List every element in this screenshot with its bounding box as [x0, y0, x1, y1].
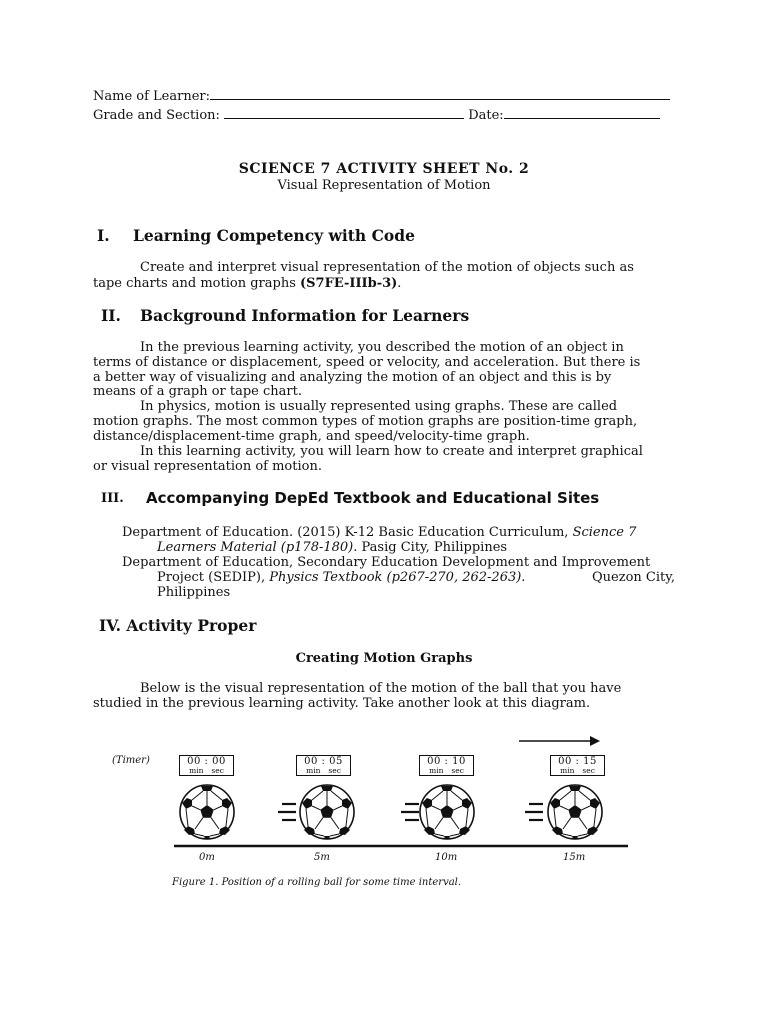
section1-numeral: I. [97, 226, 110, 245]
timer-value: 00 : 05 [304, 756, 343, 767]
section2-heading: Background Information for Learners [140, 306, 470, 325]
competency-code: (S7FE-IIIb-3) [300, 276, 398, 291]
section2-line: means of a graph or tape chart. [93, 384, 302, 399]
soccer-ball-icon [420, 785, 474, 839]
learner-name-label: Name of Learner: [93, 89, 210, 104]
section2-line: terms of distance or displacement, speed or velocity, and acceleration. But there is [93, 355, 641, 370]
section1-line1: Create and interpret visual representation of the motion of objects such as [140, 260, 634, 275]
section3-numeral: III. [101, 491, 124, 506]
reference-2-line2 [157, 570, 675, 585]
section1-heading: Learning Competency with Code [133, 226, 415, 245]
min-label: min [429, 766, 444, 775]
timer-value: 00 : 00 [187, 756, 226, 767]
section1-line2 [93, 276, 401, 291]
rolling-ball-diagram [150, 778, 630, 850]
timer-display [179, 755, 234, 776]
timer-display [296, 755, 351, 776]
reference-2-line3: Philippines [157, 585, 231, 600]
motion-lines-icon [278, 804, 296, 820]
date-label: Date: [468, 108, 504, 123]
soccer-ball-icon [300, 785, 354, 839]
reference-1-place: Pasig City, Philippines [357, 540, 508, 555]
motion-lines-icon [525, 804, 543, 820]
section2-numeral: II. [101, 306, 121, 325]
section3-heading: Accompanying DepEd Textbook and Educational Sites [146, 489, 600, 507]
section4-heading: IV. Activity Proper [99, 616, 257, 635]
soccer-ball-icon [180, 785, 234, 839]
min-label: min [306, 766, 321, 775]
distance-label: 10m [435, 852, 458, 863]
section1-period: . [397, 276, 402, 291]
grade-section-row [93, 106, 660, 123]
reference-2-place: Quezon City, [592, 570, 675, 585]
timer-value: 00 : 10 [427, 756, 466, 767]
grade-section-blank[interactable] [224, 106, 464, 119]
motion-lines-icon [401, 804, 419, 820]
learner-name-row [93, 87, 670, 104]
reference-1-title-cont: Learners Material (p178-180). [157, 540, 358, 555]
sec-label: sec [451, 766, 464, 775]
reference-2-text: Project (SEDIP), [157, 570, 270, 585]
distance-label: 0m [199, 852, 215, 863]
timer-display [419, 755, 474, 776]
reference-2-line1: Department of Education, Secondary Education Development and Improvement [122, 555, 651, 570]
sheet-subtitle: Visual Representation of Motion [277, 178, 491, 193]
timer-value: 00 : 15 [558, 756, 597, 767]
section4-line1: Below is the visual representation of the motion of the ball that you have [140, 681, 622, 696]
reference-1-line2 [157, 540, 507, 555]
section2-line: a better way of visualizing and analyzing the motion of an object and this is by [93, 370, 612, 385]
reference-1-title: Science 7 [572, 525, 637, 540]
sec-label: sec [582, 766, 595, 775]
reference-2-project [157, 570, 525, 585]
direction-arrow-icon [518, 734, 602, 748]
timer-display [550, 755, 605, 776]
timer-label: (Timer) [112, 755, 150, 766]
section1-line2-text: tape charts and motion graphs [93, 276, 300, 291]
section2-line: motion graphs. The most common types of motion graphs are position-time graph, [93, 414, 638, 429]
section2-line: distance/displacement-time graph, and speed/velocity-time graph. [93, 429, 530, 444]
section2-line: In this learning activity, you will learn how to create and interpret graphical [140, 444, 643, 459]
figure-caption: Figure 1. Position of a rolling ball for some time interval. [172, 877, 462, 888]
section2-line: In physics, motion is usually represented using graphs. These are called [140, 399, 618, 414]
date-blank[interactable] [504, 106, 660, 119]
section4-subheading: Creating Motion Graphs [295, 651, 473, 666]
distance-label: 5m [314, 852, 330, 863]
sheet-title: SCIENCE 7 ACTIVITY SHEET No. 2 [238, 161, 530, 177]
section2-line: In the previous learning activity, you described the motion of an object in [140, 340, 624, 355]
reference-1-line1 [122, 525, 636, 540]
soccer-ball-icon [548, 785, 602, 839]
distance-label: 15m [563, 852, 586, 863]
section4-line2: studied in the previous learning activity. Take another look at this diagram. [93, 696, 591, 711]
min-label: min [560, 766, 575, 775]
section2-line: or visual representation of motion. [93, 459, 322, 474]
reference-1-text: Department of Education. (2015) K-12 Basic Education Curriculum, [122, 525, 573, 540]
grade-section-label: Grade and Section: [93, 108, 220, 123]
sec-label: sec [211, 766, 224, 775]
sec-label: sec [328, 766, 341, 775]
learner-name-blank[interactable] [210, 87, 670, 100]
reference-2-title: Physics Textbook (p267-270, 262-263). [269, 570, 526, 585]
min-label: min [189, 766, 204, 775]
